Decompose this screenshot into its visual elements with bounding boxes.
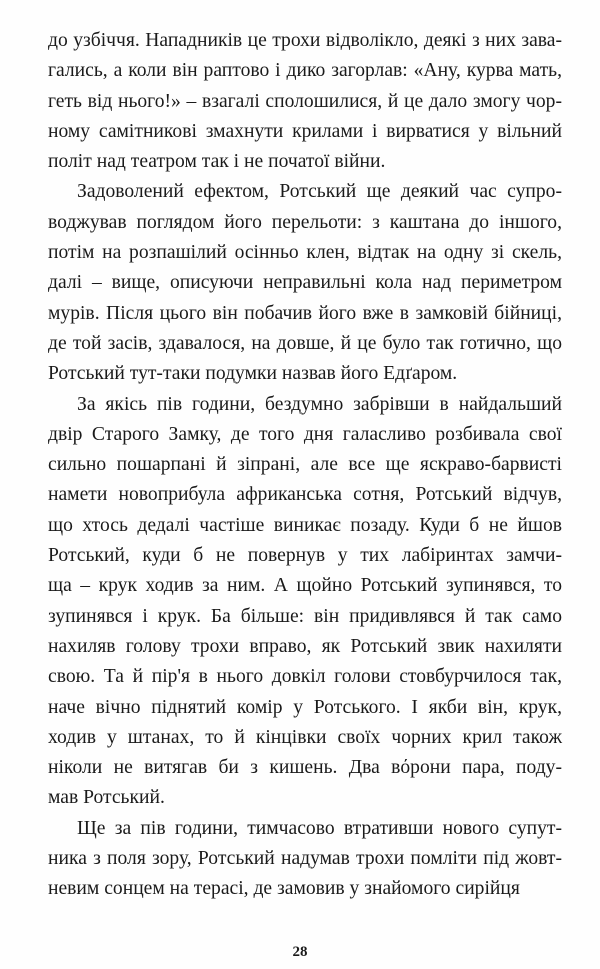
text-line: де той засів, здавалося, на довше, й це було так готично, що [48,332,562,354]
paragraph [48,814,562,905]
body-text [48,26,562,905]
text-line: що хтось дедалі частіше виникає позаду. Куди б не йшов [48,514,562,536]
text-line: зупинявся і крук. Ба більше: він придивлявся й так само [48,605,562,627]
text-line: геть від нього!» – взагалі сполошилися, й це дало змогу чор- [48,90,562,112]
text-line: потім на розпашілий осінньо клен, відтак на одну зі скель, [48,242,562,264]
paragraph [48,26,562,177]
text-line: ходив у штанах, то й кінцівки своїх чорних крил також [48,726,562,748]
text-line: нахиляв голову трохи вправо, як Ротський звик нахиляти [48,635,562,657]
text-line: ному самітникові змахнути крилами і вирватися у вільний [48,120,562,142]
text-line: мав Ротський. [48,787,165,809]
text-line: ща – крук ходив за ним. А щойно Ротський зупинявся, то [48,575,562,597]
paragraph [48,390,562,814]
text-line: гались, а коли він раптово і дико загорлав: «Ану, курва мать, [48,60,562,82]
text-line: Ротський, куди б не повернув у тих лабіринтах замчи- [48,545,562,567]
text-line: ніколи не витягав би з кишень. Два вόрони пара, поду- [48,757,562,779]
text-line: до узбіччя. Нападників це трохи відволікло, деякі з них зава- [48,30,562,51]
text-line: Ротський тут-таки подумки назвав його Едґаром. [48,363,458,385]
text-line: невим сонцем на терасі, де замовив у знайомого сирійця [48,878,520,900]
text-line: наче вічно піднятий комір у Ротського. І якби він, крук, [48,696,562,718]
page-number: 28 [292,944,308,960]
text-line: сильно пошарпані й зіпрані, але все ще яскраво-барвисті [48,454,562,476]
paragraph [48,177,562,389]
text-line: Ще за пів години, тимчасово втративши нового супут- [77,817,562,839]
text-line: далі – вище, описуючи неправильні кола над периметром [48,272,562,294]
text-line: двір Старого Замку, де того дня галасливо розбивала свої [48,423,562,445]
text-line: мурів. Після цього він побачив його вже в замковій бійниці, [48,302,562,324]
text-line: намети новоприбула африканська сотня, Ротський відчув, [48,484,562,506]
text-line: свою. Та й пір'я в нього довкіл голови стовбурчилося так, [48,666,562,688]
text-line: ника з поля зору, Ротський надумав трохи помліти під жовт- [48,848,562,870]
text-line: політ над театром так і не початої війни. [48,151,386,173]
text-line: За якісь пів години, бездумно забрівши в найдальший [77,393,562,415]
text-line: Задоволений ефектом, Ротський ще деякий час супро- [77,181,562,203]
text-line: воджував поглядом його перельоти: з каштана до іншого, [48,211,562,233]
